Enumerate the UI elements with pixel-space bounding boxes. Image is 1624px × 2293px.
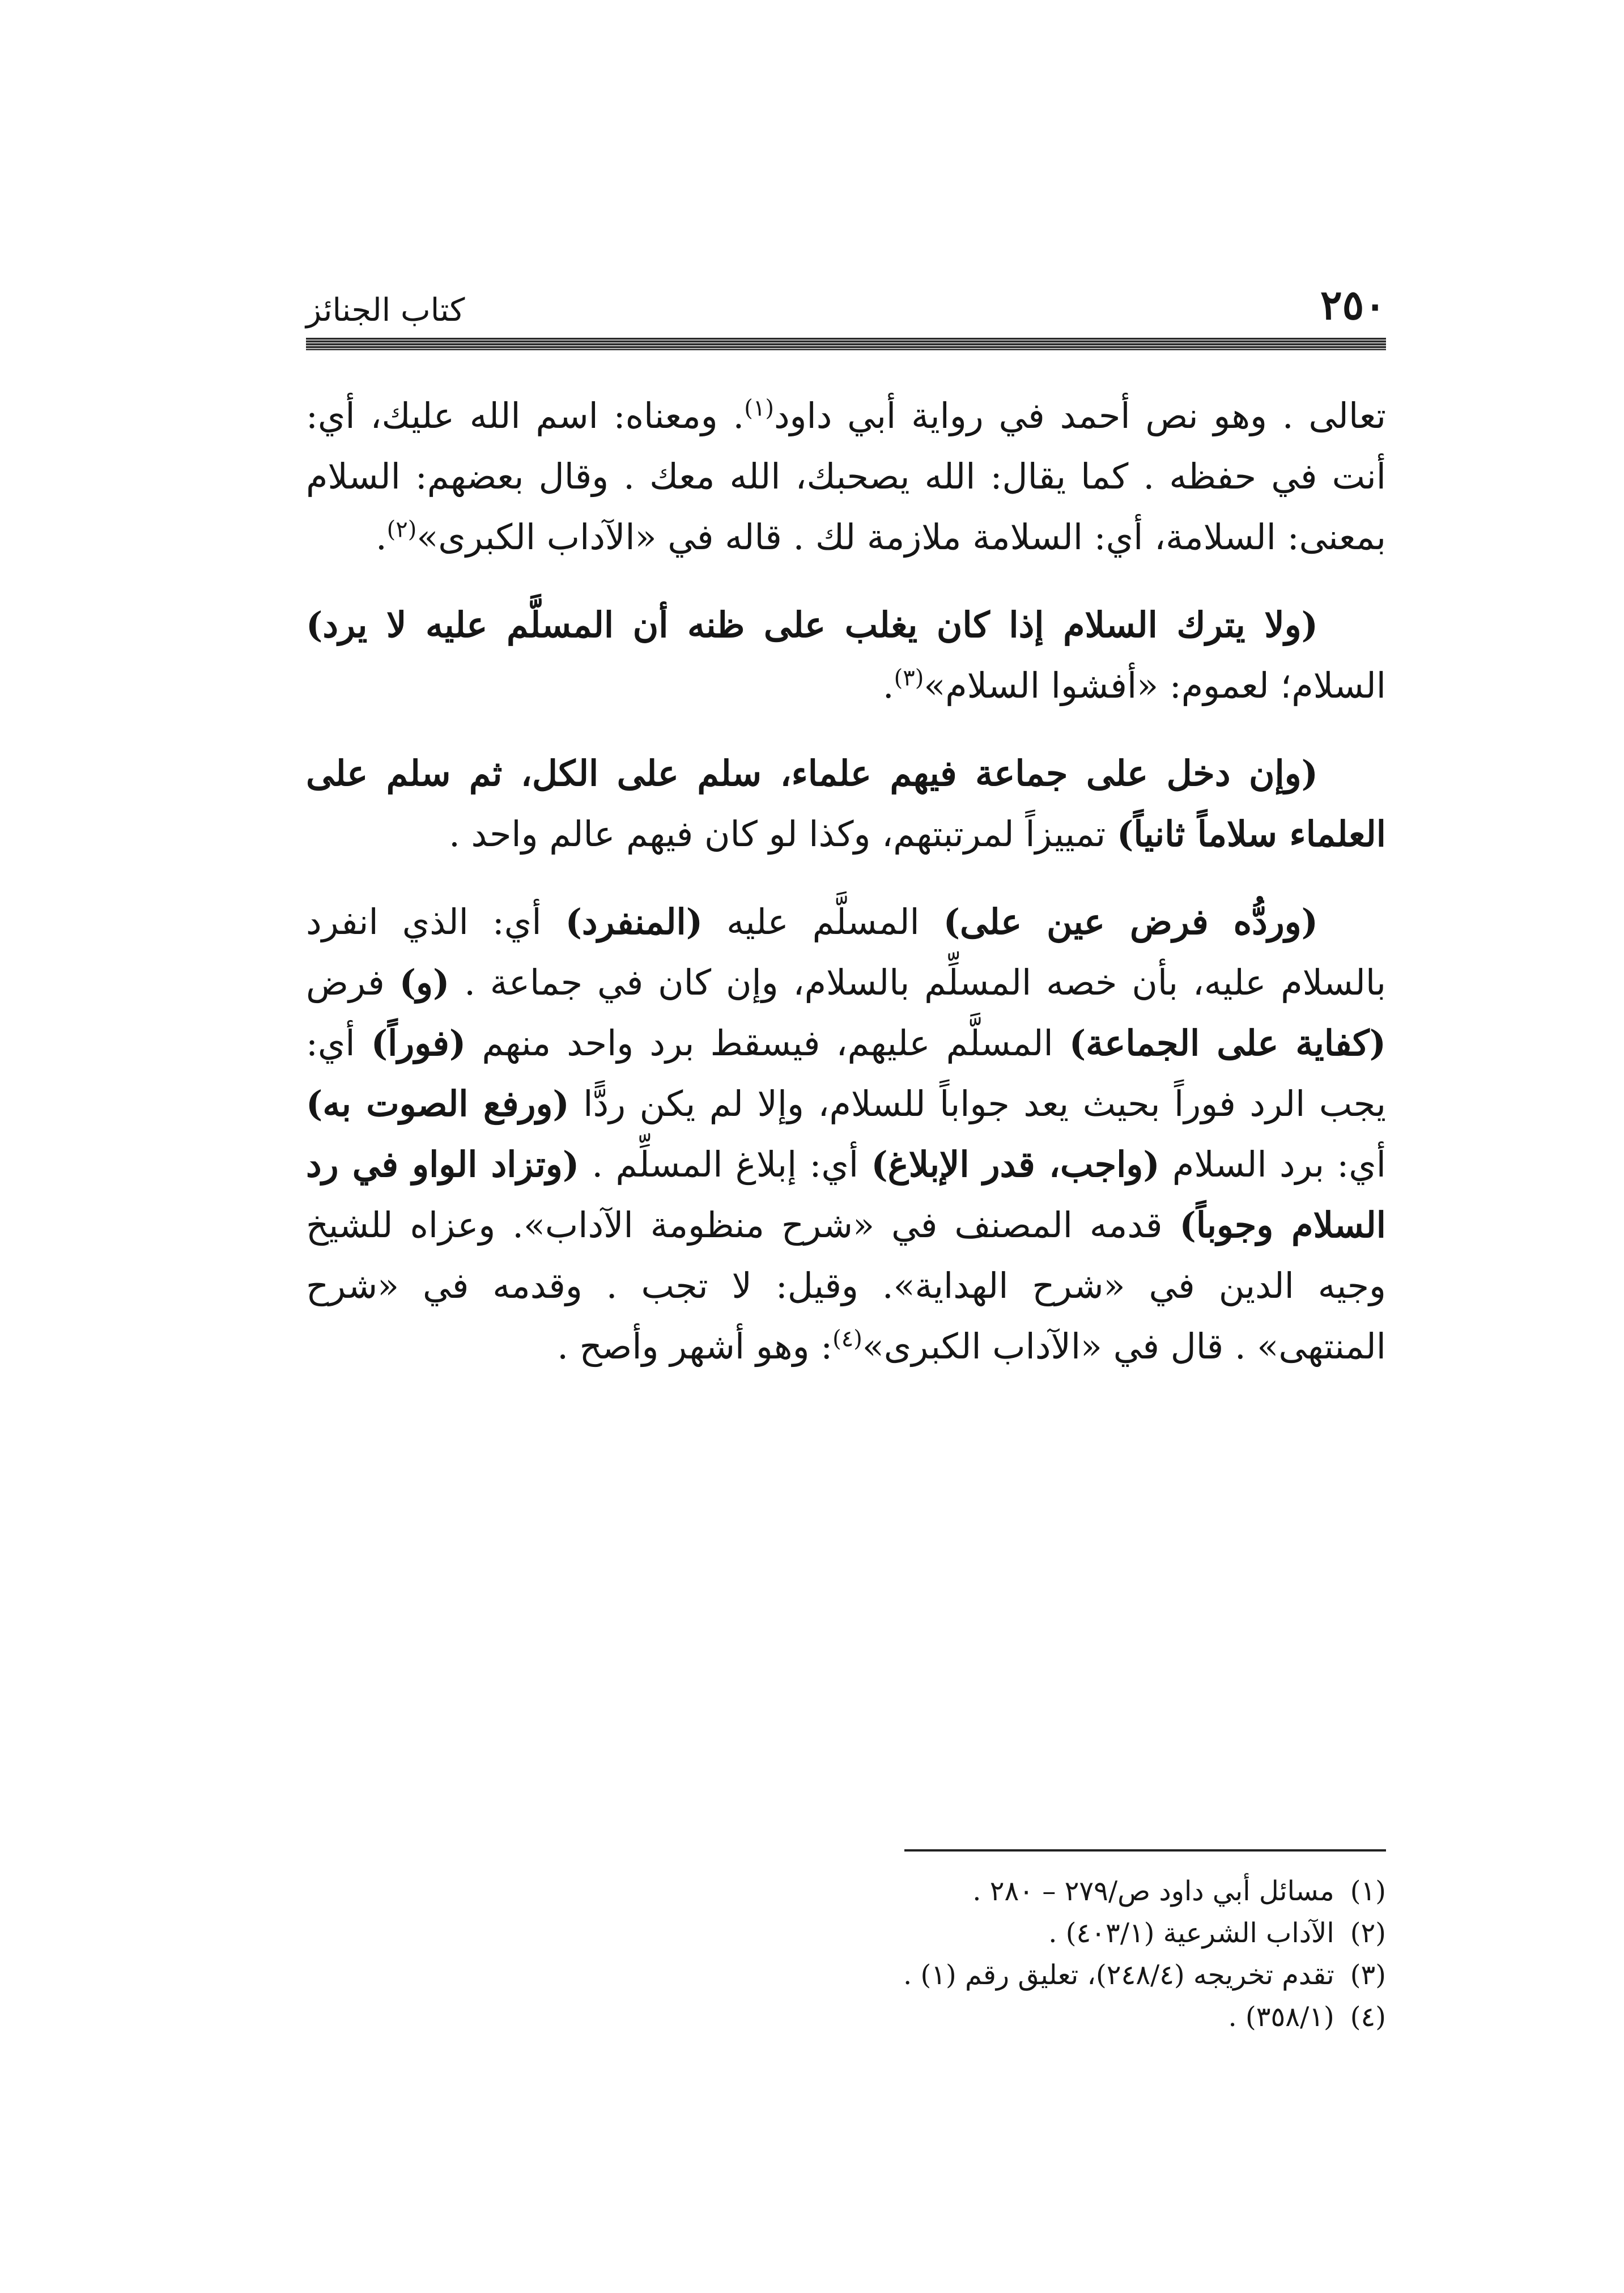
footnote-text: مسائل أبي داود ص/٢٧٩ – ٢٨٠ . xyxy=(972,1875,1334,1907)
matn-text: (واجب، قدر الإبلاغ) xyxy=(871,1144,1160,1185)
footnote-separator xyxy=(904,1849,1386,1852)
text-span: تمييزاً لمرتبتهم، وكذا لو كان فيهم عالم واحد . xyxy=(449,813,1117,855)
footnote-ref-1: (١) xyxy=(744,395,774,422)
body-text xyxy=(306,385,1386,1404)
running-title: كتاب الجنائز xyxy=(306,292,465,329)
paragraph-2 xyxy=(306,595,1386,716)
text-span: أي: يجب الرد فوراً بحيث يعد جواباً للسلام، وإلا لم يكن ردًّا xyxy=(306,1022,1386,1124)
footnote-text: الآداب الشرعية (٤٠٣/١) . xyxy=(1048,1917,1334,1949)
text-span: المسلَّم عليه xyxy=(703,901,943,942)
text-span: فرض xyxy=(306,962,399,1003)
footnote-4 xyxy=(306,1996,1386,2038)
page-header xyxy=(306,261,1386,329)
text-span: المسلَّم عليهم، فيسقط برد واحد منهم xyxy=(466,1022,1069,1064)
page-number: ٢٥٠ xyxy=(1320,281,1386,329)
footnote-number: (٢) xyxy=(1350,1917,1386,1949)
footnotes xyxy=(306,1870,1386,2038)
matn-text: (و) xyxy=(399,962,450,1003)
footnote-3 xyxy=(306,1954,1386,1996)
footnote-2 xyxy=(306,1912,1386,1954)
matn-text: (ولا يترك السلام إذا كان يغلب على ظنه أن المسلَّم عليه لا يرد) xyxy=(306,604,1318,646)
text-span: . ومعناه: اسم الله عليك، أي: أنت في حفظه . كما يقال: الله يصحبك، الله معك . وقال بعضهم: السلام بمعنى: السلامة، أي: السلامة ملازمة لك . قاله في «الآداب الكبرى» xyxy=(306,395,1386,558)
matn-text: (فوراً) xyxy=(371,1022,466,1064)
footnote-1 xyxy=(306,1870,1386,1912)
matn-text: (وتزاد الواو في رد السلام وجوباً) xyxy=(306,1144,1386,1246)
footnote-number: (٤) xyxy=(1350,2001,1386,2033)
paragraph-3 xyxy=(306,743,1386,864)
text-span: أي: إبلاغ المسلِّم . xyxy=(579,1144,871,1185)
paragraph-1 xyxy=(306,385,1386,567)
matn-text: (وإن دخل على جماعة فيهم علماء، سلم على الكل، ثم سلم على العلماء سلاماً ثانياً) xyxy=(306,753,1386,855)
footnote-number: (٣) xyxy=(1350,1959,1386,1991)
text-span: السلام؛ لعموم: «أفشوا السلام» xyxy=(924,665,1386,706)
footnote-ref-4: (٤) xyxy=(832,1326,862,1352)
matn-text: (وردُّه فرض عين على) xyxy=(943,901,1318,942)
footnote-text: تقدم تخريجه (٢٤٨/٤)، تعليق رقم (١) . xyxy=(903,1959,1334,1991)
text-span: . xyxy=(375,516,387,558)
footnote-ref-3: (٣) xyxy=(894,665,924,691)
text-span: : وهو أشهر وأصح . xyxy=(557,1326,833,1367)
text-span: أي: الذي انفرد بالسلام عليه، بأن خصه المسلِّم بالسلام، وإن كان في جماعة . xyxy=(306,901,1386,1003)
text-span: أي: برد السلام xyxy=(1159,1144,1386,1185)
footnote-text: (٣٥٨/١) . xyxy=(1228,2001,1334,2033)
matn-text: (كفاية على الجماعة) xyxy=(1069,1022,1386,1064)
footnote-number: (١) xyxy=(1350,1875,1386,1907)
text-span: قدمه المصنف في «شرح منظومة الآداب». وعزاه للشيخ وجيه الدين في «شرح الهداية». وقيل: لا تجب . وقدمه في «شرح المنتهى» . قال في «الآداب الكبرى» xyxy=(306,1204,1386,1367)
paragraph-4 xyxy=(306,891,1386,1377)
matn-text: (ورفع الصوت به) xyxy=(306,1083,569,1124)
text-span: . xyxy=(882,665,894,706)
matn-text: (المنفرد) xyxy=(565,901,703,942)
header-rule xyxy=(306,338,1386,350)
text-span: تعالى . وهو نص أحمد في رواية أبي داود xyxy=(773,395,1386,436)
footnote-ref-2: (٢) xyxy=(386,516,417,543)
